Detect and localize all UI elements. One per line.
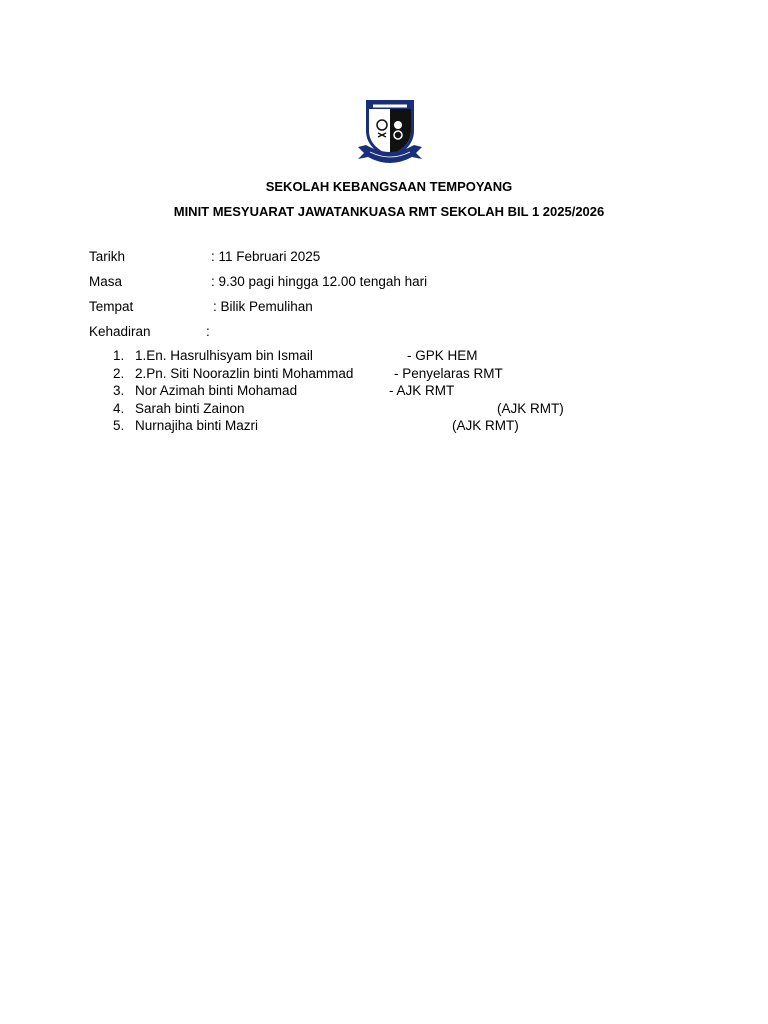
attendee-name: Sarah binti Zainon xyxy=(135,401,245,416)
detail-date-value: : 11 Februari 2025 xyxy=(211,249,321,264)
detail-time-label: Masa xyxy=(89,274,123,289)
detail-place-label: Tempat xyxy=(89,299,134,314)
attendee-role: (AJK RMT) xyxy=(452,418,519,433)
attendee-role: - Penyelaras RMT xyxy=(394,366,503,381)
detail-attendance-label: Kehadiran xyxy=(89,324,151,339)
attendee-name: Nurnajiha binti Mazri xyxy=(135,418,259,433)
school-crest-icon xyxy=(356,97,424,167)
detail-time-value: : 9.30 pagi hingga 12.00 tengah hari xyxy=(211,274,428,289)
list-item-number: 5. xyxy=(113,418,125,433)
list-item-number: 4. xyxy=(113,401,125,416)
attendee-name: Nor Azimah binti Mohamad xyxy=(135,383,298,398)
list-item-number: 3. xyxy=(113,383,125,398)
minutes-title: MINIT MESYUARAT JAWATANKUASA RMT SEKOLAH BIL 1 2025/2026 xyxy=(173,204,605,219)
attendee-role: (AJK RMT) xyxy=(497,401,564,416)
detail-attendance-value: : xyxy=(206,324,210,339)
detail-date-label: Tarikh xyxy=(89,249,126,264)
list-item-number: 2. xyxy=(113,366,125,381)
attendee-name: 1.En. Hasrulhisyam bin Ismail xyxy=(135,348,313,363)
list-item-number: 1. xyxy=(113,348,125,363)
attendee-name: 2.Pn. Siti Noorazlin binti Mohammad xyxy=(135,366,354,381)
attendee-role: - AJK RMT xyxy=(389,383,455,398)
school-name: SEKOLAH KEBANGSAAN TEMPOYANG xyxy=(265,179,513,194)
detail-place-value: : Bilik Pemulihan xyxy=(213,299,313,314)
attendee-role: - GPK HEM xyxy=(407,348,478,363)
